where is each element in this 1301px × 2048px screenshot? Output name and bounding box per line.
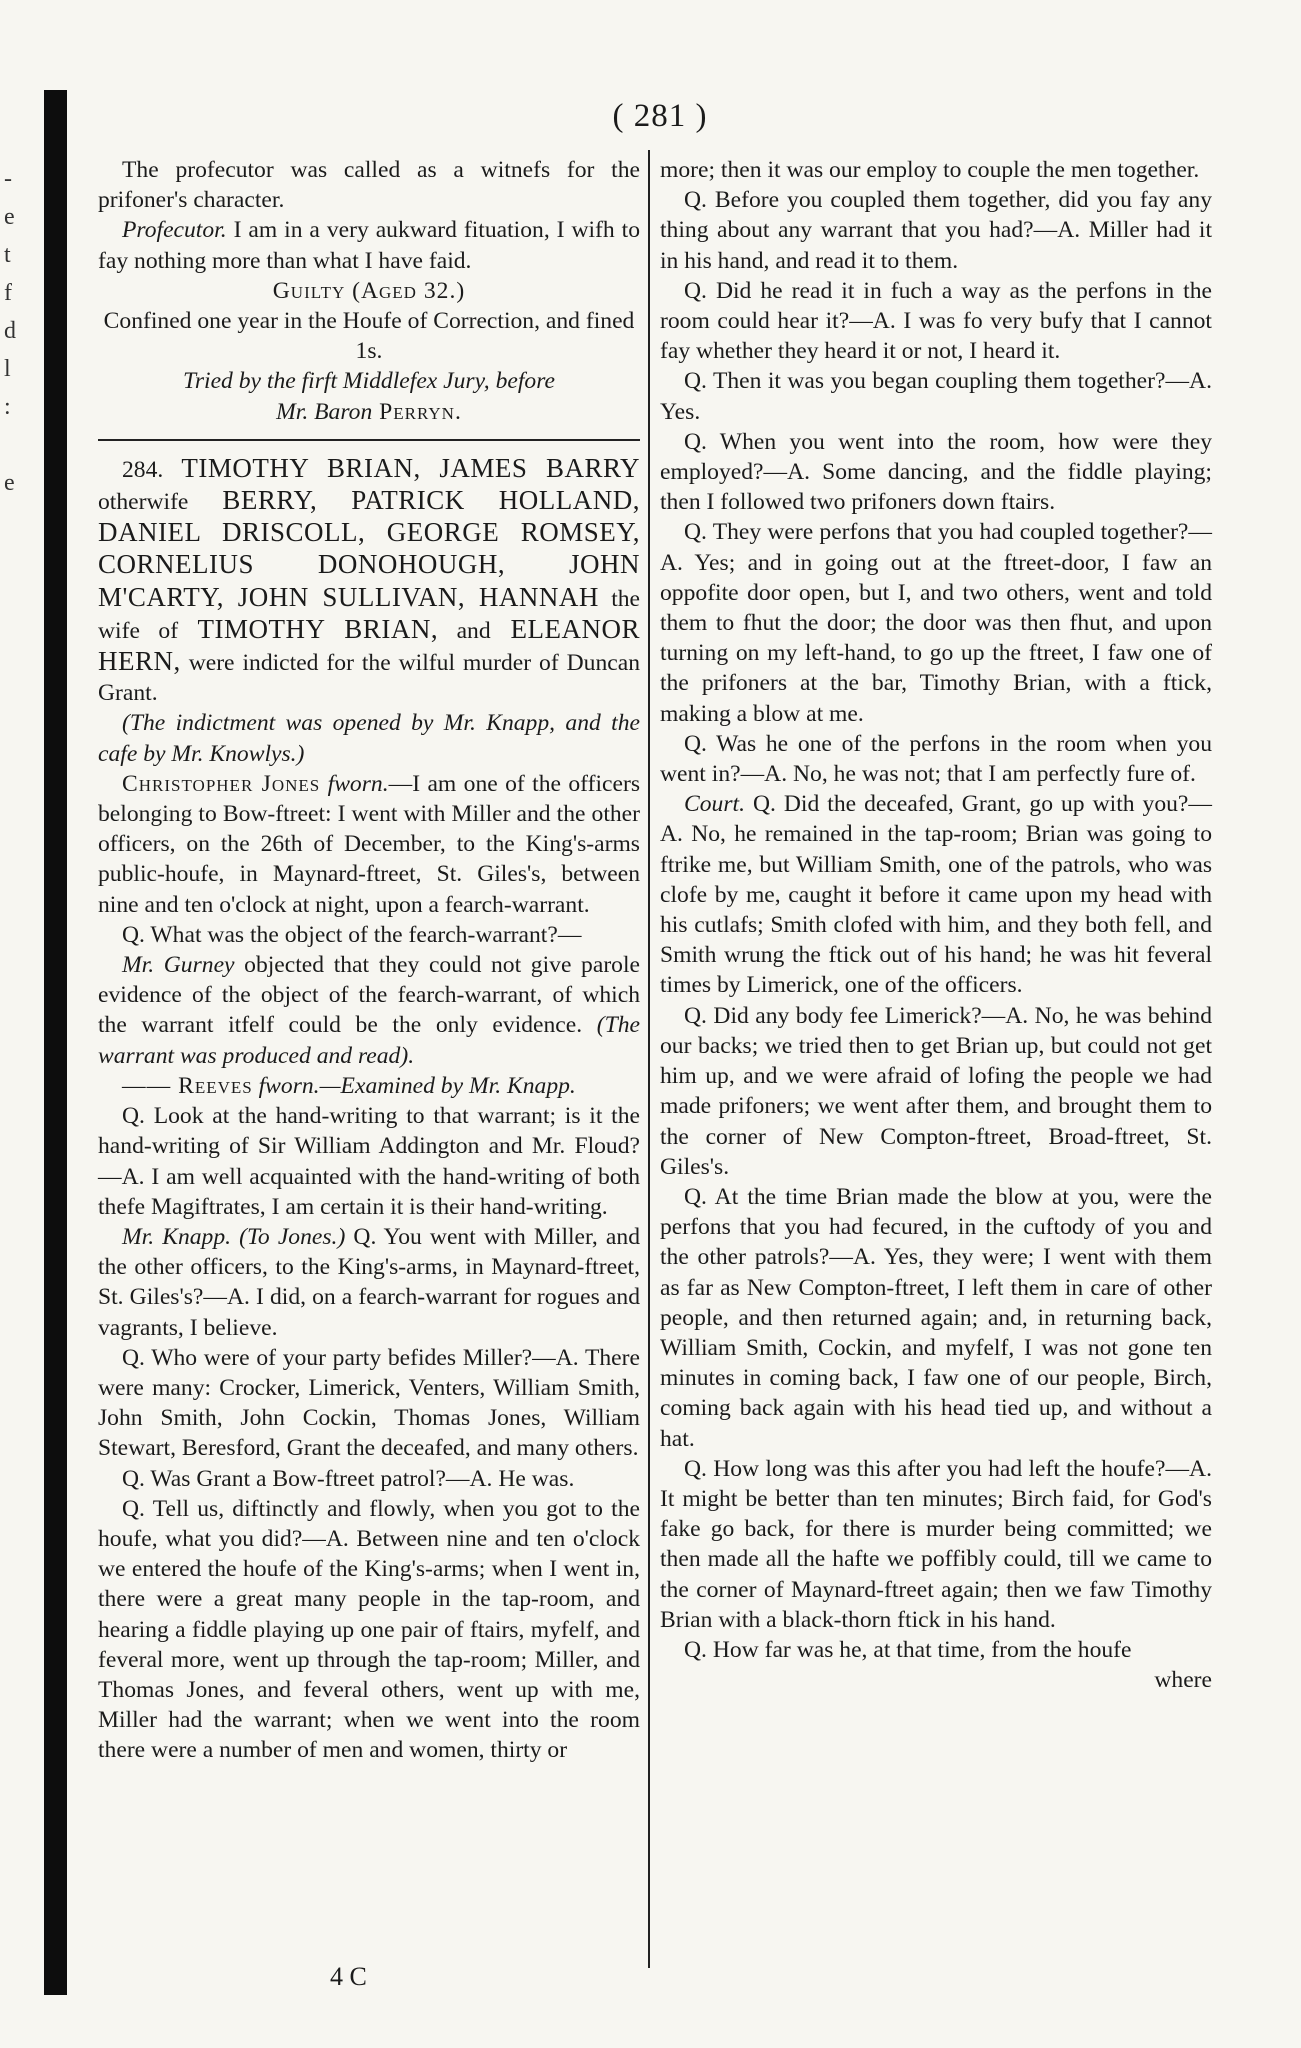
gutter-mark: l xyxy=(4,356,11,382)
gutter-mark: t xyxy=(4,242,11,268)
judge-name: Perryn. xyxy=(372,398,462,425)
tried-by: Tried by the firft Middlefex Jury, before xyxy=(183,368,555,395)
paragraph xyxy=(98,215,640,275)
note: (The warrant was produced and read). xyxy=(98,1012,640,1069)
verdict: Guilty (Aged 32.) xyxy=(272,277,466,304)
paragraph: Q. Then it was you began coupling them together?—A. Yes. xyxy=(660,368,1212,425)
gutter-marks xyxy=(0,160,20,502)
witness-name: —— Reeves xyxy=(122,1072,253,1099)
column-rule xyxy=(648,150,650,1968)
gutter-mark xyxy=(0,426,20,464)
defendants: BERRY, PATRICK HOLLAND, DANIEL DRISCOLL, GEORGE ROMSEY, CORNELIUS DONOHOUGH, JOHN M'CARTY, JOHN SULLIVAN, HANNAH xyxy=(98,485,640,612)
paragraph: more; then it was our employ to couple the men together. xyxy=(660,157,1200,183)
right-column xyxy=(660,155,1212,1695)
text: Q. You went with Miller, and the other officers, to the King's-arms, in Maynard-ftreet, St. Giles's?—A. I did, on a fearch-warrant for rogues and vagrants, I believe. xyxy=(98,1223,640,1341)
text: and xyxy=(438,617,491,644)
text: I am in a very aukward fituation, I wifh to fay nothing more than what I have faid. xyxy=(98,217,640,274)
speaker: Court. xyxy=(684,791,745,818)
speaker: Mr. Gurney xyxy=(122,952,235,979)
gutter-mark: f xyxy=(4,280,12,306)
gutter-mark: - xyxy=(4,166,12,192)
paragraph: Q. When you went into the room, how were they employed?—A. Some dancing, and the fiddle playing; then I followed two prifoners down ftairs. xyxy=(660,428,1212,516)
paragraph: Q. Who were of your party befides Miller?—A. There were many: Crocker, Limerick, Venters, William Smith, John Smith, John Cockin, Thomas Jones, William Stewart, Beresford, Grant the deceafed, and many others. xyxy=(98,1344,640,1462)
indictment-note: (The indictment was opened by Mr. Knapp, and the cafe by Mr. Knowlys.) xyxy=(98,710,640,767)
paragraph: Q. How long was this after you had left the houfe?—A. It might be better than ten minutes; Birch faid, for God's fake go back, for there is murder being committed; we then made all the hafte we poffibly could, till we came to the corner of Maynard-ftreet again; then we faw Timothy Brian with a black-thorn ftick in his hand. xyxy=(660,1455,1212,1633)
section-rule xyxy=(98,439,640,441)
speaker: Profecutor. xyxy=(122,217,227,244)
paragraph xyxy=(98,950,640,1071)
text: the wife of xyxy=(98,585,641,644)
case-heading xyxy=(98,453,640,709)
sworn: fworn.—Examined by Mr. Knapp. xyxy=(252,1072,576,1099)
paragraph: Q. How far was he, at that time, from the houfe xyxy=(684,1636,1132,1663)
paragraph: Q. Was he one of the perfons in the room when you went in?—A. No, he was not; that I am perfectly fure of. xyxy=(660,730,1212,788)
tried-by-judge xyxy=(98,397,640,427)
paragraph: Q. They were perfons that you had coupled together?—A. Yes; and in going out at the ftreet-door, I faw an oppofite door open, but I, and two others, went and told them to fhut the door; the door was then fhut, and upon turning on my left-hand, to go up the ftreet, I faw one of the prifoners at the bar, Timothy Brian, with a ftick, making a blow at me. xyxy=(660,519,1212,727)
paragraph xyxy=(98,1222,640,1343)
catchword: where xyxy=(1154,1667,1212,1694)
paragraph xyxy=(98,769,640,920)
paragraph xyxy=(98,1071,640,1101)
gutter-mark: : xyxy=(4,394,11,420)
paragraph: Q. Before you coupled them together, did you fay any thing about any warrant that you had?—A. Miller had it in his hand, and read it to them. xyxy=(660,187,1212,274)
defendants: ELEANOR HERN, xyxy=(98,613,641,677)
defendants: TIMOTHY BRIAN, xyxy=(178,613,439,644)
text: Q. Did the deceafed, Grant, go up with you?—A. No, he remained in the tap-room; Brian was going to ftrike me, but William Smith, one of the patrols, who was clofe by me, caught it before it came upon my head with his cutlafs; Smith clofed with him, and they both fell, and Smith wrung the ftick out of his hand; he was hit feveral times by Limerick, one of the officers. xyxy=(660,791,1212,999)
paragraph: The profecutor was called as a witnefs for the prifoner's character. xyxy=(98,157,640,214)
paragraph xyxy=(660,789,1212,1000)
paragraph: Q. Did he read it in fuch a way as the perfons in the room could hear it?—A. I was fo very bufy that I cannot fay whether they heard it or not, I heard it. xyxy=(660,277,1212,365)
text: were indicted for the wilful murder of Duncan Grant. xyxy=(98,650,640,707)
speaker: Mr. Knapp. (To Jones.) xyxy=(122,1223,346,1250)
paragraph: Q. Tell us, diftinctly and flowly, when you got to the houfe, what you did?—A. Between nine and ten o'clock we entered the houfe of the King's-arms; when I went in, there were a great many people in the tap-room, and hearing a fiddle playing up one pair of ftairs, myfelf, and feveral more, went up through the tap-room; Miller, and Thomas Jones, and feveral others, went up with me, Miller had the warrant; when we went into the room there were a number of men and women, thirty or xyxy=(98,1495,640,1764)
paragraph: Q. At the time Brian made the blow at you, were the perfons that you had fecured, in the cuftody of you and the other patrols?—A. Yes, they were; I went with them as far as New Compton-ftreet, I left them in care of other people, and then returned again; and, in returning back, William Smith, Cockin, and myfelf, I was not gone ten minutes in coming back, I faw one of our people, Birch, coming back again with his head tied up, and without a hat. xyxy=(660,1183,1212,1452)
case-number: 284. xyxy=(122,456,164,483)
paragraph: Q. What was the object of the fearch-warrant?— xyxy=(122,921,582,948)
paragraph: Q. Was Grant a Bow-ftreet patrol?—A. He was. xyxy=(122,1465,575,1492)
signature-mark: 4 C xyxy=(330,1962,367,1991)
left-column xyxy=(98,155,640,1766)
sentence: Confined one year in the Houfe of Correction, and fined 1s. xyxy=(103,308,635,365)
text: —I am one of the officers belonging to Bow-ftreet: I went with Miller and the other officers, on the 26th of December, to the King's-arms public-houfe, in Maynard-ftreet, St. Giles's, between nine and ten o'clock at night, upon a fearch-warrant. xyxy=(98,770,640,918)
gutter-mark: e xyxy=(4,470,15,496)
judge-title: Mr. Baron xyxy=(276,398,373,425)
gutter-mark: d xyxy=(4,318,16,344)
paragraph: Q. Did any body fee Limerick?—A. No, he was behind our backs; we tried then to get Brian up, but could not get him up, and we were afraid of lofing the people we had made prifoners; we went after them, and brought them to the corner of New Compton-ftreet, Broad-ftreet, St. Giles's. xyxy=(660,1002,1212,1180)
defendants: TIMOTHY BRIAN, JAMES BARRY xyxy=(163,452,640,483)
paragraph: Q. Look at the hand-writing to that warrant; is it the hand-writing of Sir William Addington and Mr. Floud?—A. I am well acquainted with the hand-writing of both thefe Magiftrates, I am certain it is their hand-writing. xyxy=(98,1103,640,1220)
text: objected that they could not give parole evidence of the object of the fearch-warrant, of which the warrant itfelf could be the only evidence. xyxy=(98,952,640,1039)
sworn: fworn. xyxy=(320,770,389,797)
witness-name: Christopher Jones xyxy=(122,770,321,797)
text: otherwife xyxy=(98,489,189,516)
gutter-mark: e xyxy=(4,204,15,230)
binding-edge xyxy=(44,90,67,1995)
page-number: ( 281 ) xyxy=(612,98,708,134)
